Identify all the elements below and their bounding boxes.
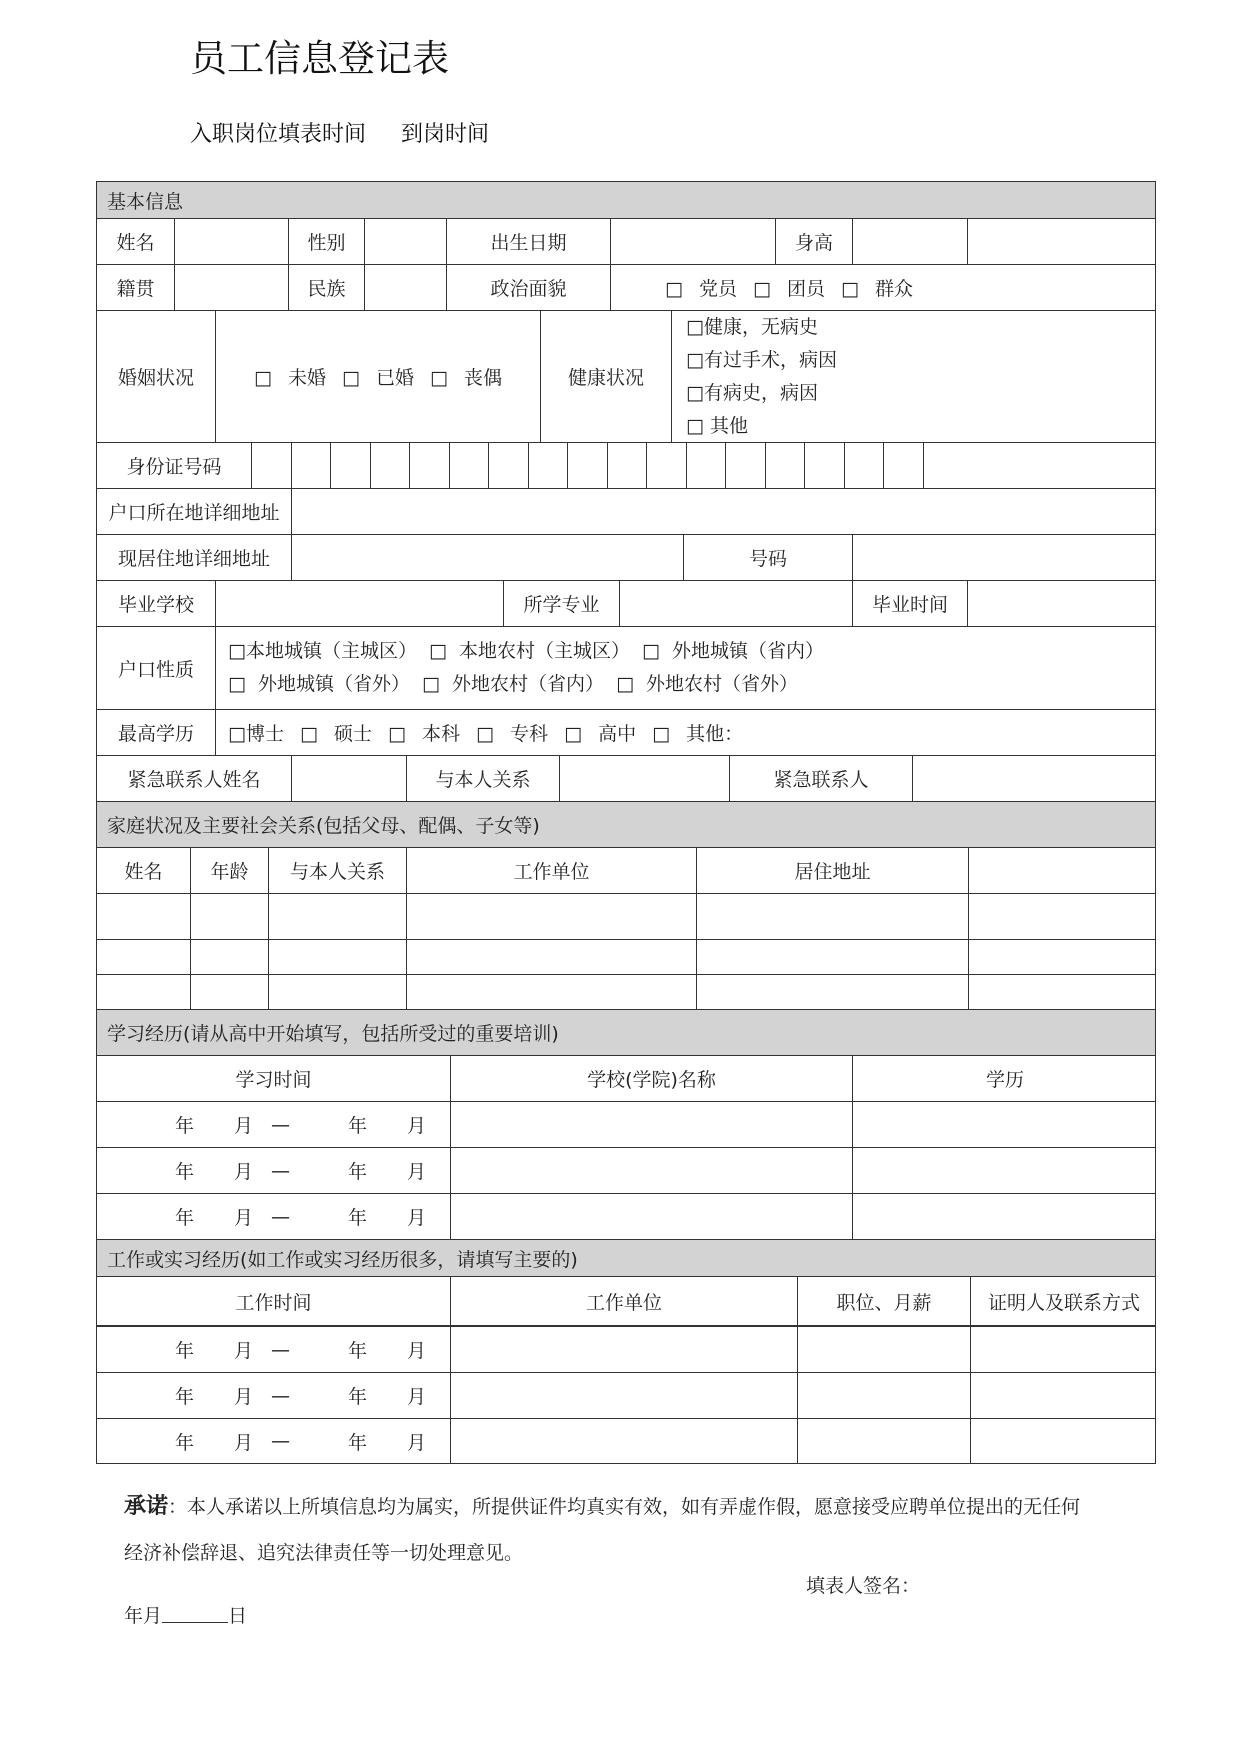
row-hukou-address [96, 488, 1156, 535]
work-employer-cell[interactable] [450, 1373, 797, 1418]
birthdate-label: 出生日期 [446, 219, 610, 264]
registration-form [96, 181, 1156, 1464]
education-options[interactable]: □博士 □ 硕士 □ 本科 □ 专科 □ 高中 □ 其他： [215, 710, 1157, 755]
table-row [96, 1326, 1156, 1373]
family-cell[interactable] [97, 975, 190, 1009]
work-reference-cell[interactable] [970, 1373, 1157, 1418]
id-digit-box[interactable] [528, 443, 567, 488]
id-digit-box[interactable] [883, 443, 923, 488]
work-position-cell[interactable] [797, 1419, 970, 1463]
edu-date-range[interactable] [97, 1102, 450, 1147]
work-date-range[interactable] [97, 1327, 450, 1372]
family-cell[interactable] [268, 894, 406, 939]
birthdate-field[interactable] [610, 219, 775, 264]
month-label: 月 [407, 1161, 427, 1183]
emergency-contact-label: 紧急联系人 [729, 756, 912, 801]
health-option-4[interactable]: □ 其他 [686, 414, 748, 437]
work-position-cell[interactable] [797, 1327, 970, 1372]
row-school [96, 580, 1156, 627]
marital-options[interactable]: □ 未婚 □ 已婚 □ 丧偶 [215, 311, 540, 442]
id-digit-box[interactable] [567, 443, 607, 488]
year-label: 年 [348, 1386, 368, 1408]
row-native-ethnicity [96, 264, 1156, 311]
emergency-name-label: 紧急联系人姓名 [127, 769, 261, 791]
row-name-gender [96, 218, 1156, 265]
year-label: 年 [348, 1161, 368, 1183]
table-row [96, 1418, 1156, 1464]
family-col-name: 姓名 [124, 861, 163, 883]
family-cell[interactable] [968, 940, 1157, 974]
id-digit-box[interactable] [291, 443, 330, 488]
relation-field[interactable] [559, 756, 729, 801]
month-label: 月 [407, 1340, 427, 1362]
work-reference-cell[interactable] [970, 1419, 1157, 1463]
family-cell[interactable] [696, 975, 968, 1009]
date-fill [124, 1601, 247, 1628]
current-address-field[interactable] [291, 535, 683, 580]
gender-label: 性别 [288, 219, 364, 264]
month-label: 月 [234, 1161, 254, 1183]
edu-col-time: 学习时间 [235, 1069, 312, 1091]
edu-date-range[interactable] [97, 1194, 450, 1239]
grad-time-label: 毕业时间 [852, 581, 967, 626]
promise-label: 承诺 [124, 1494, 169, 1519]
year-label: 年 [175, 1386, 195, 1408]
section-work-title: 工作或实习经历(如工作或实习经历很多，请填写主要的) [107, 1248, 578, 1271]
id-digit-box[interactable] [646, 443, 686, 488]
section-basic-header [96, 181, 1156, 219]
native-place-field[interactable] [174, 265, 288, 310]
dash-label: — [271, 1384, 291, 1407]
family-col-relation: 与本人关系 [268, 848, 406, 893]
relation-label: 与本人关系 [406, 756, 559, 801]
month-label: 月 [234, 1340, 254, 1362]
form-subtitle: 入职岗位填表时间 到岗时间 [190, 122, 489, 147]
month-label: 月 [234, 1115, 254, 1137]
table-row [96, 1101, 1156, 1148]
year-label: 年 [175, 1207, 195, 1229]
row-marital-health [96, 310, 1156, 443]
hukou-options-line-2[interactable]: □ 外地城镇（省外） □ 外地农村（省内） □ 外地农村（省外） [228, 673, 799, 695]
promise-text: ：本人承诺以上所填信息均为属实，所提供证件均真实有效，如有弄虚作假，愿意接受应聘单位提出的无任何经济补偿辞退、追究法律责任等一切处理意见。 [124, 1496, 1081, 1564]
hukou-address-field[interactable] [291, 489, 967, 534]
month-label: 月 [407, 1386, 427, 1408]
family-cell[interactable] [696, 940, 968, 974]
family-cell[interactable] [406, 940, 696, 974]
edu-degree-cell[interactable] [852, 1102, 1157, 1147]
ethnicity-label: 民族 [288, 265, 364, 310]
family-col-address: 居住地址 [696, 848, 968, 893]
work-date-range[interactable] [97, 1419, 450, 1463]
id-digit-box[interactable] [804, 443, 844, 488]
id-digit-box[interactable] [607, 443, 646, 488]
month-label: 月 [407, 1431, 427, 1454]
id-digit-box[interactable] [923, 443, 967, 488]
health-options[interactable] [671, 311, 967, 442]
height-field[interactable] [852, 219, 967, 264]
id-digit-box[interactable] [686, 443, 725, 488]
health-option-1[interactable]: □健康，无病史 [686, 315, 818, 338]
grad-time-field[interactable] [967, 581, 1157, 626]
table-row [96, 1147, 1156, 1194]
height-label: 身高 [775, 219, 852, 264]
edu-degree-cell[interactable] [852, 1148, 1157, 1193]
work-reference-cell[interactable] [970, 1327, 1157, 1372]
family-cell[interactable] [696, 894, 968, 939]
id-digit-box[interactable] [251, 443, 291, 488]
id-digit-box[interactable] [844, 443, 883, 488]
work-position-cell[interactable] [797, 1373, 970, 1418]
major-field[interactable] [619, 581, 852, 626]
photo-area[interactable] [967, 219, 1157, 264]
edu-school-cell[interactable] [450, 1102, 852, 1147]
family-cell[interactable] [268, 940, 406, 974]
major-label: 所学专业 [503, 581, 619, 626]
row-hukou-type [96, 626, 1156, 710]
edu-school-cell[interactable] [450, 1194, 852, 1239]
emergency-name-field[interactable] [291, 756, 406, 801]
hukou-address-label: 户口所在地详细地址 [108, 502, 280, 524]
family-col-age: 年龄 [190, 848, 268, 893]
id-digit-box[interactable] [725, 443, 765, 488]
date-day: 日 [228, 1605, 248, 1627]
table-row [96, 974, 1156, 1010]
year-label: 年 [175, 1431, 195, 1454]
section-education-title: 学习经历(请从高中开始填写，包括所受过的重要培训) [107, 1023, 559, 1045]
form-title: 员工信息登记表 [190, 37, 449, 80]
promise-statement [124, 1484, 1084, 1576]
work-col-employer: 工作单位 [450, 1277, 797, 1325]
work-col-reference: 证明人及联系方式 [970, 1277, 1157, 1325]
phone-label: 号码 [683, 535, 852, 580]
ethnicity-field[interactable] [364, 265, 446, 310]
hukou-options-line-1[interactable]: □本地城镇（主城区） □ 本地农村（主城区） □ 外地城镇（省内） [228, 640, 825, 662]
work-col-position: 职位、月薪 [797, 1277, 970, 1325]
dash-label: — [271, 1430, 291, 1452]
date-year-month: 年月 [124, 1605, 163, 1627]
family-cell[interactable] [190, 975, 268, 1009]
section-family-title: 家庭状况及主要社会关系(包括父母、配偶、子女等) [107, 815, 540, 837]
edu-school-cell[interactable] [450, 1148, 852, 1193]
family-cell[interactable] [406, 894, 696, 939]
family-col-employer: 工作单位 [406, 848, 696, 893]
dash-label: — [271, 1113, 291, 1136]
education-header-row [96, 1055, 1156, 1102]
year-label: 年 [348, 1431, 368, 1454]
dash-label: — [271, 1338, 291, 1361]
month-label: 月 [407, 1207, 427, 1229]
month-label: 月 [407, 1115, 427, 1137]
signer-label: 填表人签名： [806, 1575, 921, 1597]
name-label: 姓名 [116, 232, 155, 254]
family-cell[interactable] [190, 894, 268, 939]
id-digit-box[interactable] [370, 443, 409, 488]
school-field[interactable] [215, 581, 503, 626]
table-row [96, 893, 1156, 940]
emergency-contact-field[interactable] [912, 756, 1157, 801]
work-date-range[interactable] [97, 1373, 450, 1418]
family-cell[interactable] [968, 975, 1157, 1009]
year-label: 年 [175, 1161, 195, 1183]
edu-degree-cell[interactable] [852, 1194, 1157, 1239]
year-label: 年 [175, 1115, 195, 1137]
work-col-time: 工作时间 [235, 1291, 312, 1314]
dash-label: — [271, 1205, 291, 1228]
family-cell[interactable] [268, 975, 406, 1009]
name-field[interactable] [174, 219, 288, 264]
section-family-header [96, 801, 1156, 848]
health-status-label: 健康状况 [540, 311, 671, 442]
month-label: 月 [234, 1386, 254, 1408]
table-row [96, 1372, 1156, 1419]
month-label: 月 [234, 1431, 254, 1454]
school-label: 毕业学校 [117, 594, 194, 616]
year-label: 年 [348, 1115, 368, 1137]
section-work-header [96, 1239, 1156, 1277]
work-header-row [96, 1276, 1156, 1327]
hukou-type-options[interactable] [215, 627, 1157, 709]
row-emergency-contact [96, 755, 1156, 802]
native-place-label: 籍贯 [116, 278, 155, 300]
id-digit-box[interactable] [765, 443, 804, 488]
health-option-2[interactable]: □有过手术，病因 [686, 348, 837, 371]
year-label: 年 [348, 1340, 368, 1362]
id-digit-box[interactable] [330, 443, 370, 488]
family-cell[interactable] [97, 940, 190, 974]
phone-field[interactable] [852, 535, 1157, 580]
row-highest-education [96, 709, 1156, 756]
section-education-header [96, 1009, 1156, 1056]
id-digit-box[interactable] [409, 443, 449, 488]
health-option-3[interactable]: □有病史，病因 [686, 381, 818, 404]
edu-date-range[interactable] [97, 1148, 450, 1193]
row-current-address [96, 534, 1156, 581]
family-cell[interactable] [406, 975, 696, 1009]
dash-label: — [271, 1159, 291, 1182]
table-row [96, 1193, 1156, 1240]
section-basic-title: 基本信息 [107, 190, 184, 213]
work-employer-cell[interactable] [450, 1419, 797, 1463]
id-digit-box[interactable] [449, 443, 488, 488]
hukou-type-label: 户口性质 [117, 658, 194, 681]
family-cell[interactable] [97, 894, 190, 939]
gender-field[interactable] [364, 219, 446, 264]
id-digit-box[interactable] [488, 443, 528, 488]
marital-status-label: 婚姻状况 [117, 367, 194, 389]
family-cell[interactable] [190, 940, 268, 974]
family-col-extra [968, 848, 1157, 893]
year-label: 年 [175, 1340, 195, 1362]
year-label: 年 [348, 1207, 368, 1229]
highest-education-label: 最高学历 [117, 723, 194, 745]
row-id-number [96, 442, 1156, 489]
current-address-label: 现居住地详细地址 [117, 548, 270, 570]
table-row [96, 939, 1156, 975]
edu-col-degree: 学历 [852, 1056, 1157, 1101]
date-blank-field[interactable] [162, 1604, 228, 1623]
work-employer-cell[interactable] [450, 1327, 797, 1372]
family-cell[interactable] [968, 894, 1157, 939]
edu-col-school: 学校(学院)名称 [450, 1056, 852, 1101]
political-options[interactable]: □ 党员 □ 团员 □ 群众 [610, 265, 967, 310]
family-header-row [96, 847, 1156, 894]
political-status-label: 政治面貌 [446, 265, 610, 310]
month-label: 月 [234, 1207, 254, 1229]
id-number-label: 身份证号码 [126, 456, 222, 478]
